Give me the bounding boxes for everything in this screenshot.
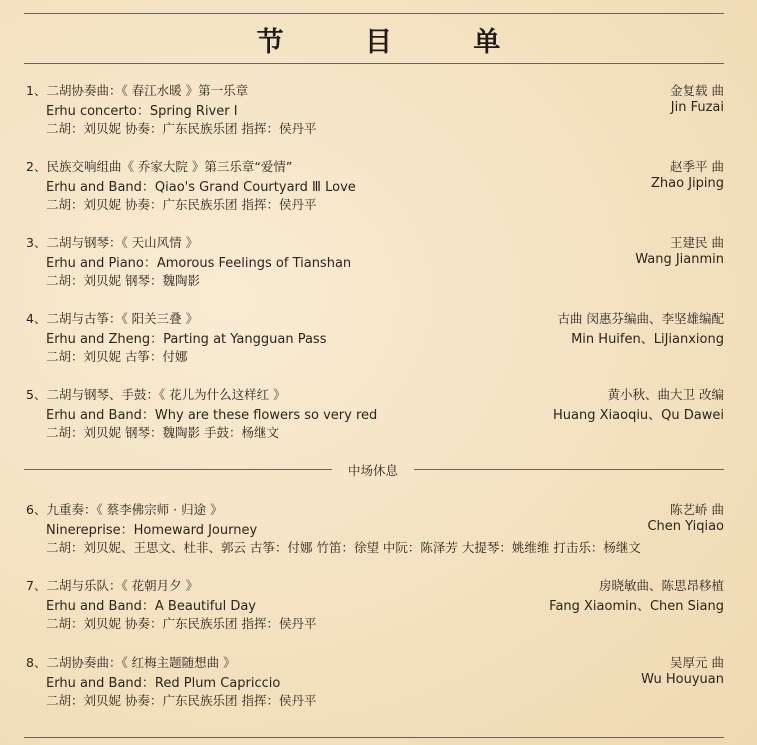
composer-en: Chen Yiqiao (647, 519, 724, 534)
program-title-en: Erhu and Band：Why are these flowers so very red (46, 408, 378, 423)
program-title-en: Ninereprise：Homeward Journey (46, 523, 258, 538)
program-title-zh: 2、民族交响组曲《 乔家大院 》第三乐章“爱情” (26, 159, 293, 174)
program-title-zh: 8、二胡协奏曲：《 红梅主题随想曲 》 (26, 655, 236, 670)
composer-zh: 吴厚元 曲 (670, 655, 724, 670)
program-title-en: Erhu and Band：Red Plum Capriccio (46, 676, 281, 691)
program-performers: 二胡：刘贝妮 协奏：广东民族乐团 指挥：侯丹平 (46, 197, 317, 212)
composer-zh: 金复载 曲 (670, 83, 724, 98)
composer-en: Jin Fuzai (670, 100, 724, 115)
program-title-zh: 3、二胡与钢琴：《 天山风情 》 (26, 235, 199, 250)
program-title-en: Erhu and Piano：Amorous Feelings of Tianshan (46, 256, 352, 271)
program-title-en: Erhu and Band：Qiao's Grand Courtyard Ⅲ Love (46, 180, 356, 195)
intermission-rule-left (24, 469, 332, 470)
composer-zh: 王建民 曲 (670, 235, 724, 250)
program-title-zh: 4、二胡与古筝：《 阳关三叠 》 (26, 311, 199, 326)
program-title-en: Erhu concerto：Spring River Ⅰ (46, 104, 238, 119)
composer-zh: 黄小秋、曲大卫 改编 (607, 387, 724, 402)
composer-zh: 古曲 闵惠芬编曲、李坚雄编配 (557, 311, 724, 326)
program-title-zh: 6、九重奏：《 蔡李佛宗师 · 归途 》 (26, 502, 223, 517)
program-title-en: Erhu and Band：A Beautiful Day (46, 599, 256, 614)
program-performers: 二胡：刘贝妮 协奏：广东民族乐团 指挥：侯丹平 (46, 121, 317, 136)
composer-zh: 房晓敏曲、陈思昂移植 (598, 578, 724, 593)
intermission-label: 中场休息 (347, 463, 398, 478)
composer-zh: 赵季平 曲 (670, 159, 724, 174)
program-performers: 二胡：刘贝妮 协奏：广东民族乐团 指挥：侯丹平 (46, 616, 317, 631)
intermission-divider (24, 460, 724, 480)
program-performers: 二胡：刘贝妮 钢琴：魏陶影 手鼓：杨继文 (46, 425, 279, 440)
program-title-zh: 5、二胡与钢琴、手鼓：《 花儿为什么这样红 》 (26, 387, 286, 402)
program-performers: 二胡：刘贝妮 古筝：付娜 (46, 349, 188, 364)
composer-en: Zhao Jiping (651, 176, 724, 191)
composer-en: Fang Xiaomin、Chen Siang (549, 599, 724, 614)
composer-en: Wang Jianmin (635, 252, 724, 267)
composer-zh: 陈艺峤 曲 (670, 502, 724, 517)
program-performers: 二胡：刘贝妮 协奏：广东民族乐团 指挥：侯丹平 (46, 693, 317, 708)
top-rule (24, 13, 724, 14)
page-title: 节 目 单 (256, 27, 537, 58)
intermission-rule-right (414, 469, 724, 470)
program-title-en: Erhu and Zheng：Parting at Yangguan Pass (46, 332, 327, 347)
program-performers: 二胡：刘贝妮 钢琴：魏陶影 (46, 273, 200, 288)
composer-en: Huang Xiaoqiu、Qu Dawei (553, 408, 724, 423)
composer-en: Wu Houyuan (641, 672, 724, 687)
title-rule (24, 63, 724, 64)
bottom-rule (24, 737, 724, 738)
program-title-zh: 1、二胡协奏曲：《 春江水暖 》第一乐章 (26, 83, 249, 98)
program-title-zh: 7、二胡与乐队：《 花朝月夕 》 (26, 578, 199, 593)
composer-en: Min Huifen、LiJianxiong (571, 332, 724, 347)
program-performers: 二胡：刘贝妮、王思文、杜非、郭云 古筝：付娜 竹笛：徐望 中阮：陈泽芳 大提琴：姚维维 打击乐：杨继文 (46, 540, 641, 555)
